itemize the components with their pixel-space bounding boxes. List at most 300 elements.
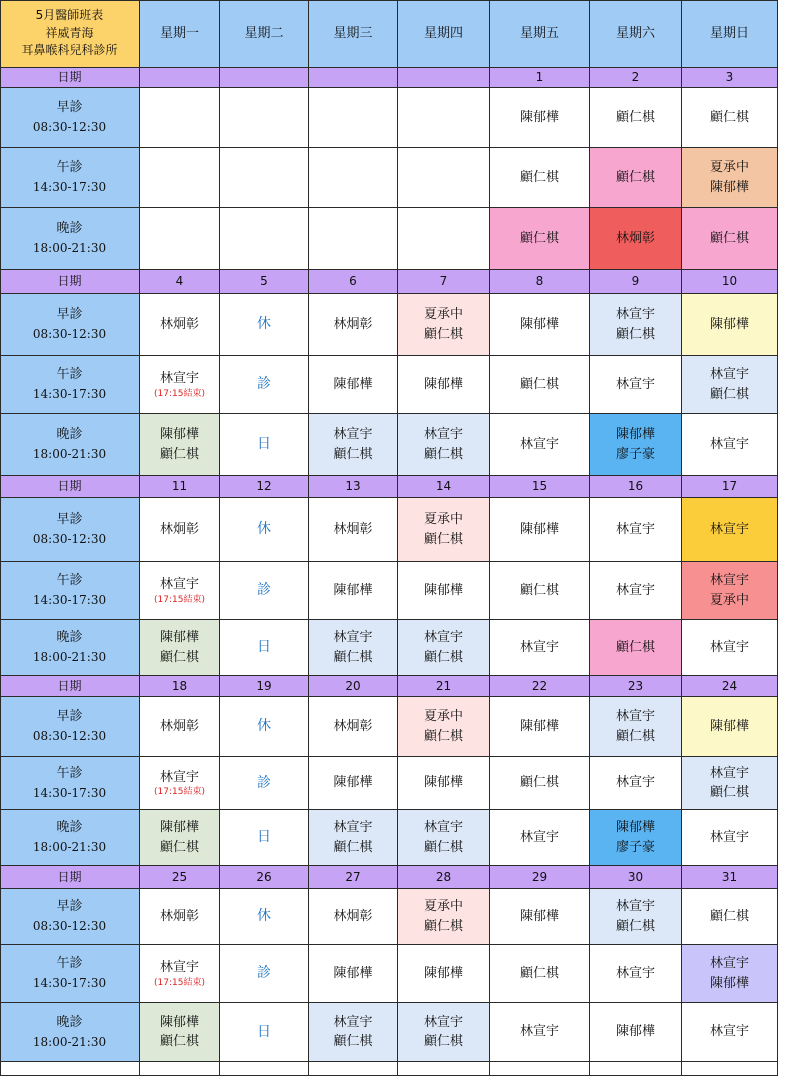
period-name: 晚診 xyxy=(56,630,83,646)
date-number: 3 xyxy=(725,70,734,85)
doctor-name: 林宣宇 xyxy=(615,775,655,791)
shift-cell xyxy=(309,294,398,356)
doctor-name: 顧仁棋 xyxy=(709,386,749,402)
period-label xyxy=(0,810,140,866)
date-cell xyxy=(682,68,778,88)
weekday-label: 星期三 xyxy=(333,25,373,41)
shift-cell xyxy=(140,208,220,270)
period-name: 晚診 xyxy=(56,427,83,443)
shift-cell xyxy=(140,697,220,757)
table-left-border xyxy=(0,0,1,1076)
date-cell xyxy=(398,68,490,88)
doctor-name: 陳郁樺 xyxy=(423,775,463,791)
date-number: 27 xyxy=(345,869,361,884)
period-time: 08:30-12:30 xyxy=(32,532,107,547)
shift-cell xyxy=(682,757,778,810)
doctor-name: 陳郁樺 xyxy=(519,718,559,734)
shift-cell xyxy=(490,208,590,270)
doctor-name: 林宣宇 xyxy=(159,769,199,785)
closed-mark: 休 xyxy=(257,718,271,734)
period-time: 14:30-17:30 xyxy=(32,180,107,195)
shift-cell xyxy=(220,697,309,757)
doctor-name: 顧仁棋 xyxy=(709,785,749,800)
shift-cell xyxy=(140,356,220,414)
shift-cell xyxy=(590,757,682,810)
doctor-name: 顧仁棋 xyxy=(423,918,463,934)
trailing-cell xyxy=(309,1062,398,1076)
shift-cell xyxy=(220,1003,309,1062)
date-cell xyxy=(140,68,220,88)
shift-cell xyxy=(309,208,398,270)
shift-cell xyxy=(490,810,590,866)
date-cell xyxy=(398,476,490,498)
doctor-name: 林宣宇 xyxy=(159,577,199,593)
shift-cell xyxy=(309,889,398,945)
date-number: 8 xyxy=(535,274,544,289)
shift-cell xyxy=(682,294,778,356)
period-name: 早診 xyxy=(56,709,83,725)
doctor-name: 顧仁棋 xyxy=(423,728,463,744)
weekday-header xyxy=(309,0,398,68)
date-number: 16 xyxy=(627,479,644,494)
doctor-name: 顧仁棋 xyxy=(333,839,373,855)
shift-cell xyxy=(220,148,309,208)
date-cell xyxy=(590,676,682,697)
shift-cell xyxy=(490,889,590,945)
date-row-label xyxy=(0,676,140,697)
doctor-name: 顧仁棋 xyxy=(709,109,749,125)
trailing-cell xyxy=(140,1062,220,1076)
doctor-name: 廖子豪 xyxy=(615,446,655,462)
doctor-name: 顧仁棋 xyxy=(423,1034,463,1049)
doctor-name: 顧仁棋 xyxy=(333,1034,373,1049)
shift-cell xyxy=(590,562,682,620)
period-label xyxy=(0,208,140,270)
period-time: 14:30-17:30 xyxy=(32,387,107,402)
shift-cell xyxy=(140,757,220,810)
doctor-name: 林宣宇 xyxy=(519,1024,559,1040)
date-number: 10 xyxy=(721,274,738,289)
doctor-name: 林宣宇 xyxy=(709,1024,749,1040)
shift-cell xyxy=(220,757,309,810)
shift-cell xyxy=(490,620,590,676)
doctor-name: 夏承中 xyxy=(709,160,749,175)
trailing-cell xyxy=(490,1062,590,1076)
date-label: 日期 xyxy=(57,70,82,85)
doctor-name: 林宣宇 xyxy=(615,376,655,392)
doctor-name: 陳郁樺 xyxy=(159,820,199,835)
doctor-name: 林宣宇 xyxy=(615,582,655,598)
doctor-name: 顧仁棋 xyxy=(423,531,463,547)
doctor-name: 陳郁樺 xyxy=(709,975,749,991)
period-label xyxy=(0,562,140,620)
doctor-name: 陳郁樺 xyxy=(333,376,373,392)
doctor-name: 林宣宇 xyxy=(709,436,749,452)
shift-cell xyxy=(590,498,682,562)
date-number: 25 xyxy=(171,869,188,884)
doctor-name: 林宣宇 xyxy=(333,1014,373,1030)
doctor-name: 顧仁棋 xyxy=(519,965,559,981)
doctor-name: 陳郁樺 xyxy=(709,718,749,734)
date-cell xyxy=(309,68,398,88)
shift-cell xyxy=(140,562,220,620)
period-label xyxy=(0,945,140,1003)
period-label xyxy=(0,414,140,476)
doctor-name: 顧仁棋 xyxy=(615,918,655,934)
date-cell xyxy=(682,476,778,498)
title-line: 祥威青海 xyxy=(45,25,94,40)
shift-cell xyxy=(309,562,398,620)
doctor-name: 顧仁棋 xyxy=(519,376,559,392)
shift-cell xyxy=(220,498,309,562)
doctor-name: 夏承中 xyxy=(423,709,463,724)
doctor-name: 陳郁樺 xyxy=(615,820,655,835)
doctor-name: 林宣宇 xyxy=(159,371,199,387)
doctor-name: 林宣宇 xyxy=(615,899,655,914)
doctor-name: 林炯彰 xyxy=(333,718,373,734)
shift-cell xyxy=(309,945,398,1003)
date-number: 28 xyxy=(435,869,452,884)
weekday-label: 星期六 xyxy=(615,25,655,41)
doctor-name: 陳郁樺 xyxy=(423,965,463,981)
date-number: 2 xyxy=(631,70,640,85)
doctor-name: 林宣宇 xyxy=(333,630,373,645)
shift-cell xyxy=(682,697,778,757)
period-label xyxy=(0,88,140,148)
shift-cell xyxy=(398,294,490,356)
date-label: 日期 xyxy=(57,869,82,884)
date-number: 11 xyxy=(171,479,188,494)
doctor-name: 林宣宇 xyxy=(423,427,463,442)
date-cell xyxy=(140,270,220,294)
closed-mark: 日 xyxy=(257,436,271,452)
doctor-name: 林炯彰 xyxy=(333,908,373,924)
date-cell xyxy=(590,270,682,294)
shift-cell xyxy=(590,356,682,414)
period-name: 午診 xyxy=(56,956,83,972)
date-cell xyxy=(490,676,590,697)
doctor-name: 顧仁棋 xyxy=(333,649,373,665)
shift-cell xyxy=(590,294,682,356)
date-number: 22 xyxy=(531,678,548,693)
shift-cell xyxy=(309,88,398,148)
date-cell xyxy=(220,866,309,889)
doctor-name: 陳郁樺 xyxy=(615,1024,655,1040)
shift-cell xyxy=(220,810,309,866)
shift-cell xyxy=(309,414,398,476)
shift-cell xyxy=(309,620,398,676)
period-time: 18:00-21:30 xyxy=(32,447,107,462)
doctor-name: 顧仁棋 xyxy=(159,649,199,665)
shift-cell xyxy=(140,810,220,866)
period-name: 晚診 xyxy=(56,221,83,237)
doctor-name: 陳郁樺 xyxy=(519,109,559,125)
doctor-name: 顧仁棋 xyxy=(519,775,559,791)
weekday-label: 星期二 xyxy=(244,25,284,41)
doctor-name: 林炯彰 xyxy=(159,718,199,734)
period-time: 08:30-12:30 xyxy=(32,729,107,744)
doctor-name: 陳郁樺 xyxy=(333,582,373,598)
date-row-label xyxy=(0,270,140,294)
period-time: 18:00-21:30 xyxy=(32,241,107,256)
shift-cell xyxy=(398,208,490,270)
doctor-name: 林宣宇 xyxy=(333,820,373,835)
date-number: 15 xyxy=(531,479,548,494)
shift-cell xyxy=(682,889,778,945)
trailing-cell xyxy=(682,1062,778,1076)
shift-cell xyxy=(309,356,398,414)
shift-cell xyxy=(140,889,220,945)
doctor-name: 陳郁樺 xyxy=(519,521,559,537)
date-label: 日期 xyxy=(57,678,82,693)
doctor-name: 顧仁棋 xyxy=(615,109,655,125)
doctor-name: 林宣宇 xyxy=(709,367,749,382)
shift-cell xyxy=(590,1003,682,1062)
shift-cell xyxy=(309,1003,398,1062)
period-name: 午診 xyxy=(56,765,83,781)
doctor-name: 顧仁棋 xyxy=(333,446,373,462)
weekday-label: 星期日 xyxy=(709,25,749,41)
weekday-label: 星期一 xyxy=(159,25,199,41)
doctor-name: 顧仁棋 xyxy=(159,1034,199,1049)
shift-cell xyxy=(140,294,220,356)
shift-cell xyxy=(590,810,682,866)
period-time: 14:30-17:30 xyxy=(32,785,107,800)
trailing-cell xyxy=(590,1062,682,1076)
date-number: 12 xyxy=(256,479,272,494)
table-top-border xyxy=(0,0,778,1)
date-number: 24 xyxy=(721,678,738,693)
end-time-note: (17:15結束) xyxy=(154,977,205,988)
shift-cell xyxy=(309,498,398,562)
period-time: 14:30-17:30 xyxy=(32,976,107,991)
shift-cell xyxy=(682,620,778,676)
date-cell xyxy=(309,476,398,498)
shift-cell xyxy=(140,414,220,476)
shift-cell xyxy=(682,148,778,208)
shift-cell xyxy=(140,148,220,208)
doctor-name: 顧仁棋 xyxy=(615,169,655,185)
date-number: 14 xyxy=(435,479,452,494)
period-name: 早診 xyxy=(56,100,83,116)
weekday-header xyxy=(590,0,682,68)
doctor-name: 顧仁棋 xyxy=(423,326,463,342)
closed-mark: 診 xyxy=(257,965,271,981)
date-number: 17 xyxy=(721,479,738,494)
doctor-name: 顧仁棋 xyxy=(709,908,749,924)
shift-cell xyxy=(490,757,590,810)
shift-cell xyxy=(682,945,778,1003)
date-cell xyxy=(590,866,682,889)
shift-cell xyxy=(220,945,309,1003)
shift-cell xyxy=(590,208,682,270)
period-name: 午診 xyxy=(56,160,83,176)
date-label: 日期 xyxy=(57,274,82,289)
doctor-name: 陳郁樺 xyxy=(159,427,199,442)
doctor-name: 陳郁樺 xyxy=(709,179,749,195)
date-cell xyxy=(398,676,490,697)
date-cell xyxy=(490,270,590,294)
doctor-name: 顧仁棋 xyxy=(423,649,463,665)
doctor-name: 陳郁樺 xyxy=(615,427,655,442)
date-cell xyxy=(309,270,398,294)
doctor-name: 顧仁棋 xyxy=(159,446,199,462)
shift-cell xyxy=(590,148,682,208)
date-cell xyxy=(140,866,220,889)
shift-cell xyxy=(309,697,398,757)
doctor-name: 林炯彰 xyxy=(615,230,655,246)
doctor-name: 陳郁樺 xyxy=(333,775,373,791)
shift-cell xyxy=(590,414,682,476)
date-cell xyxy=(220,270,309,294)
shift-cell xyxy=(220,294,309,356)
date-cell xyxy=(220,476,309,498)
shift-cell xyxy=(490,697,590,757)
closed-mark: 日 xyxy=(257,829,271,845)
date-number: 4 xyxy=(175,274,184,289)
doctor-name: 林宣宇 xyxy=(519,829,559,845)
shift-cell xyxy=(220,414,309,476)
doctor-name: 林宣宇 xyxy=(519,639,559,655)
period-label xyxy=(0,697,140,757)
doctor-name: 陳郁樺 xyxy=(709,316,749,332)
date-cell xyxy=(309,866,398,889)
date-cell xyxy=(140,476,220,498)
closed-mark: 日 xyxy=(257,639,271,655)
date-number: 30 xyxy=(627,869,644,884)
date-number: 21 xyxy=(435,678,452,693)
date-cell xyxy=(682,866,778,889)
weekday-header xyxy=(682,0,778,68)
doctor-name: 陳郁樺 xyxy=(519,908,559,924)
doctor-name: 顧仁棋 xyxy=(519,582,559,598)
shift-cell xyxy=(220,208,309,270)
date-cell xyxy=(140,676,220,697)
period-label xyxy=(0,148,140,208)
date-number: 26 xyxy=(256,869,272,884)
period-label xyxy=(0,620,140,676)
period-time: 08:30-12:30 xyxy=(32,327,107,342)
shift-cell xyxy=(590,889,682,945)
doctor-name: 顧仁棋 xyxy=(615,326,655,342)
shift-cell xyxy=(490,294,590,356)
shift-cell xyxy=(140,498,220,562)
date-number: 18 xyxy=(171,678,188,693)
shift-cell xyxy=(490,1003,590,1062)
period-name: 早診 xyxy=(56,512,83,528)
shift-cell xyxy=(490,945,590,1003)
shift-cell xyxy=(682,414,778,476)
doctor-name: 林宣宇 xyxy=(519,436,559,452)
doctor-name: 林炯彰 xyxy=(159,521,199,537)
date-cell xyxy=(490,866,590,889)
shift-cell xyxy=(682,356,778,414)
doctor-name: 夏承中 xyxy=(709,592,749,608)
doctor-name: 陳郁樺 xyxy=(423,376,463,392)
period-name: 午診 xyxy=(56,367,83,383)
period-label xyxy=(0,757,140,810)
shift-cell xyxy=(140,945,220,1003)
shift-cell xyxy=(140,1003,220,1062)
shift-cell xyxy=(398,562,490,620)
shift-cell xyxy=(398,889,490,945)
period-time: 18:00-21:30 xyxy=(32,1034,107,1049)
shift-cell xyxy=(309,810,398,866)
doctor-name: 林宣宇 xyxy=(615,521,655,537)
shift-cell xyxy=(398,945,490,1003)
doctor-name: 林宣宇 xyxy=(709,521,749,537)
doctor-name: 顧仁棋 xyxy=(519,230,559,246)
doctor-name: 林宣宇 xyxy=(423,820,463,835)
date-cell xyxy=(590,476,682,498)
date-number: 6 xyxy=(349,274,357,289)
shift-cell xyxy=(140,88,220,148)
title-line: 5月醫師班表 xyxy=(35,8,104,23)
date-number: 31 xyxy=(721,869,738,884)
shift-cell xyxy=(682,208,778,270)
shift-cell xyxy=(220,356,309,414)
period-label xyxy=(0,1003,140,1062)
closed-mark: 休 xyxy=(257,521,271,537)
date-cell xyxy=(490,68,590,88)
doctor-name: 林宣宇 xyxy=(615,307,655,322)
doctor-name: 顧仁棋 xyxy=(519,169,559,185)
doctor-name: 陳郁樺 xyxy=(159,630,199,645)
doctor-name: 林宣宇 xyxy=(423,1014,463,1030)
shift-cell xyxy=(490,356,590,414)
weekday-header xyxy=(220,0,309,68)
shift-cell xyxy=(398,810,490,866)
date-cell xyxy=(220,68,309,88)
period-name: 晚診 xyxy=(56,820,83,836)
doctor-name: 廖子豪 xyxy=(615,839,655,855)
doctor-name: 林炯彰 xyxy=(159,316,199,332)
shift-cell xyxy=(682,1003,778,1062)
trailing-cell xyxy=(398,1062,490,1076)
date-cell xyxy=(682,676,778,697)
period-time: 08:30-12:30 xyxy=(32,919,107,934)
date-cell xyxy=(682,270,778,294)
doctor-name: 林宣宇 xyxy=(709,639,749,655)
date-number: 19 xyxy=(256,678,272,693)
doctor-name: 林炯彰 xyxy=(333,521,373,537)
shift-cell xyxy=(490,562,590,620)
doctor-name: 顧仁棋 xyxy=(615,639,655,655)
shift-cell xyxy=(220,562,309,620)
weekday-header xyxy=(140,0,220,68)
weekday-header xyxy=(490,0,590,68)
doctor-name: 陳郁樺 xyxy=(519,316,559,332)
date-cell xyxy=(398,866,490,889)
doctor-name: 林宣宇 xyxy=(423,630,463,645)
closed-mark: 日 xyxy=(257,1023,271,1040)
date-number: 7 xyxy=(439,274,448,289)
shift-cell xyxy=(490,88,590,148)
shift-cell xyxy=(490,148,590,208)
date-label: 日期 xyxy=(57,479,82,494)
doctor-name: 顧仁棋 xyxy=(709,230,749,246)
shift-cell xyxy=(398,620,490,676)
doctor-name: 顧仁棋 xyxy=(423,839,463,855)
period-name: 早診 xyxy=(56,307,83,323)
closed-mark: 休 xyxy=(257,316,271,332)
shift-cell xyxy=(398,697,490,757)
doctor-name: 林炯彰 xyxy=(333,316,373,332)
period-time: 08:30-12:30 xyxy=(32,120,107,135)
date-number: 13 xyxy=(345,479,361,494)
period-name: 午診 xyxy=(56,573,83,589)
end-time-note: (17:15結束) xyxy=(154,594,205,605)
